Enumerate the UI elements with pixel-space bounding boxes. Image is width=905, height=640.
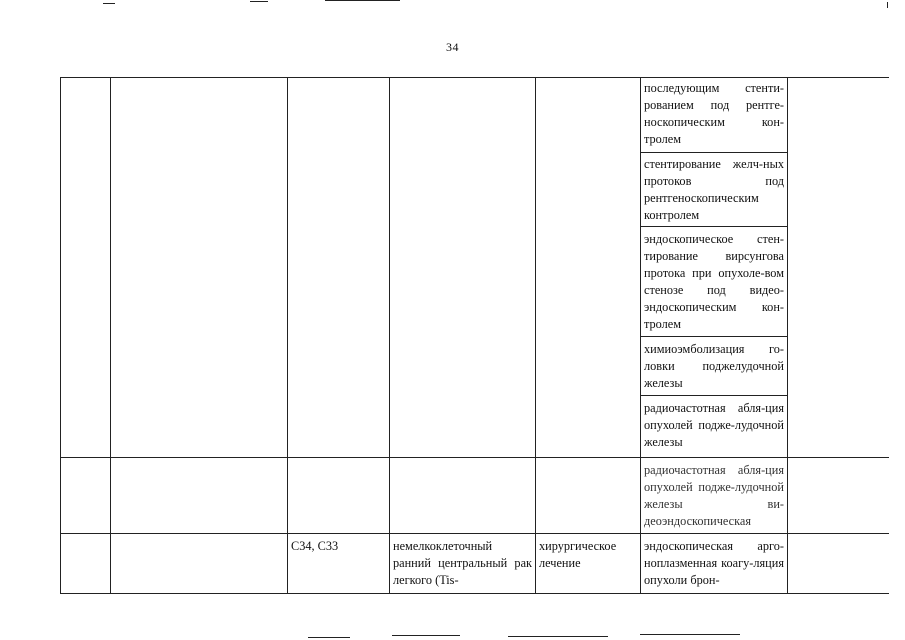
method-cell: химиоэмболизация го-ловки поджелудочной железы: [644, 342, 784, 390]
scan-mark-bottom: [508, 636, 608, 637]
scan-mark-top: [325, 0, 400, 1]
scan-mark-right: [887, 2, 888, 8]
column-divider: [389, 77, 390, 594]
method-cell: эндоскопическое стен-тирование вирсунгова протока при опухоле-вом стенозе под видео-эндоскопическим кон-тролем: [644, 232, 784, 331]
scan-mark-top: [103, 3, 115, 4]
table-border-top: [60, 77, 889, 78]
scan-mark-bottom: [392, 635, 460, 636]
row-divider: [60, 533, 889, 534]
column-divider: [640, 77, 641, 594]
row-divider: [60, 457, 889, 458]
treatment-table: [60, 77, 889, 594]
method-cell: стентирование желч-ных протоков под рентгеноскопическим контролем: [644, 157, 784, 222]
treatment-type-cell: хирургическое лечение: [539, 539, 617, 570]
page-number: 34: [446, 40, 459, 54]
column-divider: [787, 77, 788, 594]
patient-model-cell: немелкоклеточный ранний центральный рак легкого (Tis-: [393, 539, 532, 587]
row-divider: [640, 152, 787, 153]
method-cell: радиочастотная абля-ция опухолей подже-лудочной железы: [644, 401, 784, 449]
scan-mark-bottom: [308, 637, 350, 638]
row-divider: [640, 395, 787, 396]
method-cell: радиочастотная абля-ция опухолей подже-лудочной железы ви-деоэндоскопическая: [644, 463, 784, 528]
row-divider: [640, 226, 787, 227]
method-cell: эндоскопическая арго-ноплазменная коагу-ляция опухоли брон-: [644, 539, 784, 587]
column-divider: [60, 77, 61, 594]
scan-mark-top: [250, 1, 268, 2]
column-divider: [535, 77, 536, 594]
column-divider: [110, 77, 111, 594]
column-divider: [287, 77, 288, 594]
method-cell: последующим стенти-рованием под рентге-носкопическим кон-тролем: [644, 81, 784, 146]
icd-code-cell: С34, С33: [291, 539, 339, 553]
table-border-bottom: [60, 593, 889, 594]
row-divider: [640, 336, 787, 337]
scan-mark-bottom: [640, 634, 740, 635]
